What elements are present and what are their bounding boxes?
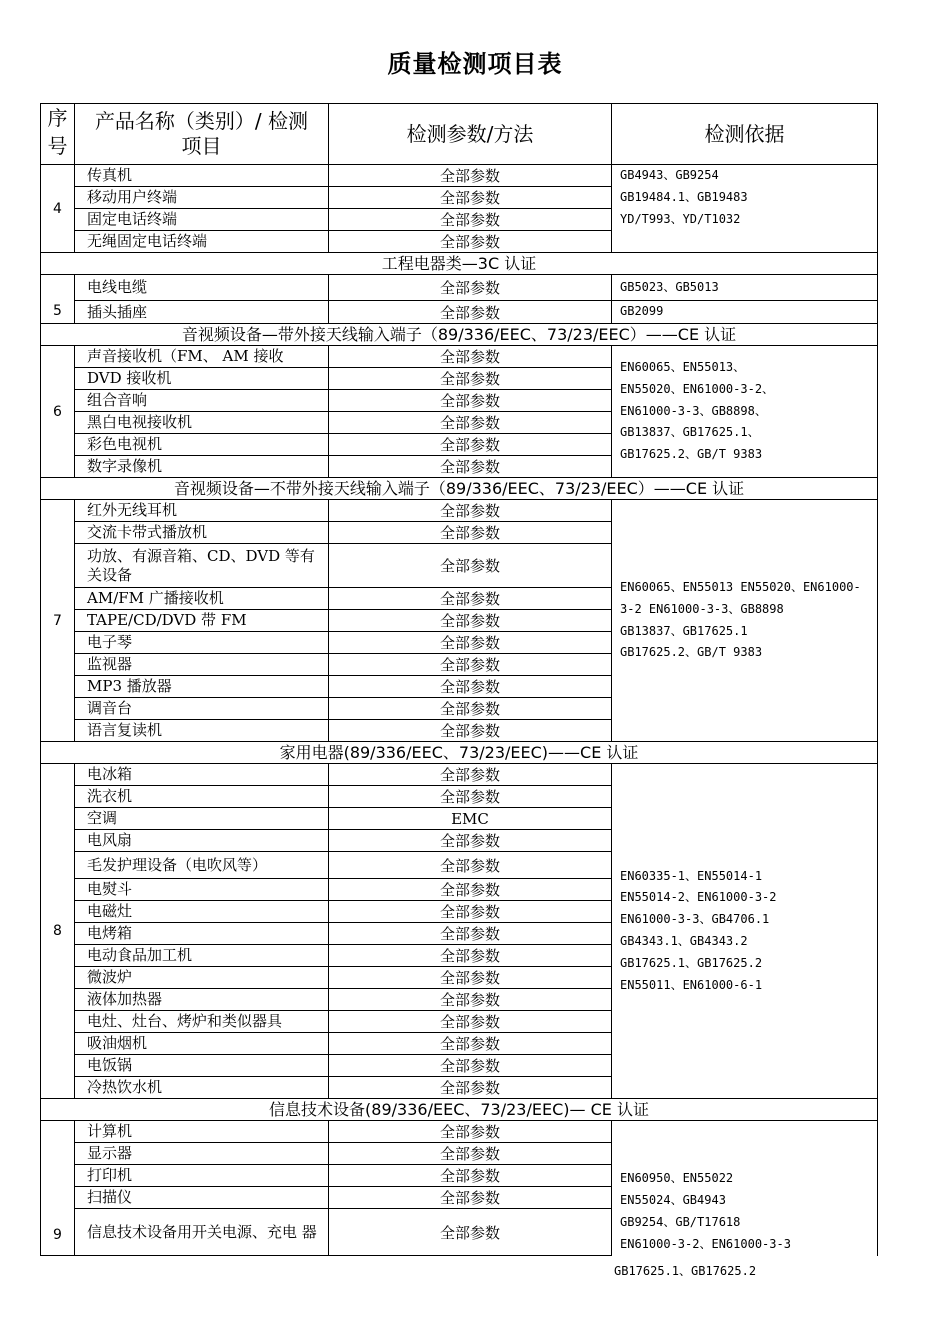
param-value: 全部参数 [329,390,612,412]
param-value: 全部参数 [329,275,612,301]
product-name: 无绳固定电话终端 [75,231,329,253]
basis-cell: GB5023、GB5013 [612,275,878,301]
header-param: 检测参数/方法 [329,104,612,165]
product-name: 黑白电视接收机 [75,412,329,434]
param-value: 全部参数 [329,1011,612,1033]
product-name: 彩色电视机 [75,434,329,456]
table-row [41,275,878,301]
product-name: 功放、有源音箱、CD、DVD 等有 关设备 [75,544,329,588]
param-value: 全部参数 [329,852,612,879]
basis-cell: GB2099 [612,301,878,324]
basis-line: GB4343.1、GB4343.2 [620,934,748,948]
basis-line: GB9254、GB/T17618 [620,1214,741,1229]
category-row [41,324,878,346]
param-value: 全部参数 [329,654,612,676]
param-value: 全部参数 [329,1209,612,1256]
table-row [41,1121,878,1143]
param-value: 全部参数 [329,1165,612,1187]
product-name: 电风扇 [75,830,329,852]
param-value: 全部参数 [329,456,612,478]
product-name: 固定电话终端 [75,209,329,231]
category-row [41,478,878,500]
header-row [41,104,878,165]
category-label: 工程电器类—3C 认证 [41,253,878,275]
product-name: AM/FM 广播接收机 [75,588,329,610]
product-name: TAPE/CD/DVD 带 FM [75,610,329,632]
inspection-table [40,103,878,1256]
param-value: 全部参数 [329,1121,612,1143]
category-row [41,742,878,764]
category-label: 音视频设备—带外接天线输入端子（89/336/EEC、73/23/EEC）——CE 认证 [41,324,878,346]
page-title: 质量检测项目表 [387,50,563,78]
product-name: 电动食品加工机 [75,945,329,967]
param-value: 全部参数 [329,522,612,544]
param-value: 全部参数 [329,301,612,324]
product-name: 声音接收机（FM、 AM 接收 [75,346,329,368]
param-value: 全部参数 [329,209,612,231]
header-product: 产品名称（类别）/ 检测项目 [75,104,329,165]
basis-cell [612,165,878,253]
seq-number: 9 [41,1121,75,1256]
param-value: 全部参数 [329,632,612,654]
product-name: 洗衣机 [75,786,329,808]
param-value: 全部参数 [329,923,612,945]
product-name: 计算机 [75,1121,329,1143]
basis-line: EN61000-3-2、EN61000-3-3 [620,1236,791,1251]
product-name: MP3 播放器 [75,676,329,698]
param-value: 全部参数 [329,544,612,588]
basis-line: GB19484.1、GB19483 [620,189,748,204]
category-label: 音视频设备—不带外接天线输入端子（89/336/EEC、73/23/EEC）——CE 认证 [41,478,878,500]
basis-cell [612,346,878,478]
product-name: 电灶、灶台、烤炉和类似器具 [75,1011,329,1033]
seq-number: 8 [41,764,75,1099]
table-row [41,764,878,786]
param-value: 全部参数 [329,1055,612,1077]
param-value: 全部参数 [329,434,612,456]
product-name: 毛发护理设备（电吹风等） [75,852,329,879]
product-name: 电熨斗 [75,879,329,901]
param-value: 全部参数 [329,187,612,209]
param-value: 全部参数 [329,588,612,610]
product-name: 调音台 [75,698,329,720]
category-row [41,1099,878,1121]
param-value: 全部参数 [329,676,612,698]
product-name: 吸油烟机 [75,1033,329,1055]
category-label: 信息技术设备(89/336/EEC、73/23/EEC)— CE 认证 [41,1099,878,1121]
param-value: 全部参数 [329,500,612,522]
seq-number: 6 [41,346,75,478]
product-name: 监视器 [75,654,329,676]
product-name: 扫描仪 [75,1187,329,1209]
param-value: 全部参数 [329,346,612,368]
param-value: 全部参数 [329,1033,612,1055]
product-name: 电烤箱 [75,923,329,945]
basis-line: EN60335-1、EN55014-1 [620,868,763,883]
basis-cell [612,764,878,1099]
basis-line: GB4943、GB9254 [620,168,719,182]
header-basis: 检测依据 [612,104,878,165]
table-row [41,165,878,187]
basis-line: GB13837、GB17625.1 [620,623,748,638]
basis-cell [612,1121,878,1256]
product-name: 液体加热器 [75,989,329,1011]
param-value: 全部参数 [329,967,612,989]
basis-line: GB17625.1、GB17625.2 [620,955,763,970]
basis-line: GB17625.2、GB/T 9383 [620,645,763,660]
param-value: 全部参数 [329,231,612,253]
product-name: 插头插座 [75,301,329,324]
param-value: 全部参数 [329,830,612,852]
product-name: 交流卡带式播放机 [75,522,329,544]
basis-cell [612,500,878,742]
param-value: 全部参数 [329,368,612,390]
header-seq: 序号 [41,104,75,165]
param-value: 全部参数 [329,720,612,742]
basis-line: EN55014-2、EN61000-3-2 [620,890,777,905]
param-value: 全部参数 [329,1077,612,1099]
basis-overflow-line: GB17625.1、GB17625.2 [614,1264,757,1278]
product-name: 空调 [75,808,329,830]
param-value: 全部参数 [329,989,612,1011]
product-name: 数字录像机 [75,456,329,478]
param-value: 全部参数 [329,901,612,923]
seq-number: 4 [41,165,75,253]
basis-line: EN60950、EN55022 [620,1171,734,1186]
seq-number: 5 [41,275,75,324]
basis-line: GB17625.2、GB/T 9383 [620,447,763,462]
product-name: 红外无线耳机 [75,500,329,522]
product-name: 电饭锅 [75,1055,329,1077]
product-name: 移动用户终端 [75,187,329,209]
param-value: 全部参数 [329,610,612,632]
basis-line: 3-2 EN61000-3-3、GB8898 [620,601,784,616]
basis-line: YD/T993、YD/T1032 [620,211,741,226]
param-value: 全部参数 [329,879,612,901]
product-name: 组合音响 [75,390,329,412]
product-name: 冷热饮水机 [75,1077,329,1099]
basis-line: EN61000-3-3、GB4706.1 [620,912,770,927]
param-value: 全部参数 [329,1187,612,1209]
product-name: 微波炉 [75,967,329,989]
param-value: EMC [329,808,612,830]
basis-line: EN60065、EN55013、 [620,360,746,374]
seq-number: 7 [41,500,75,742]
table-row [41,346,878,368]
product-name: 电子琴 [75,632,329,654]
param-value: 全部参数 [329,764,612,786]
product-name: 电磁灶 [75,901,329,923]
product-name: 电线电缆 [75,275,329,301]
basis-line: EN55020、EN61000-3-2、 [620,381,775,396]
basis-line: EN61000-3-3、GB8898、 [620,403,767,418]
category-label: 家用电器(89/336/EEC、73/23/EEC)——CE 认证 [41,742,878,764]
product-name: 信息技术设备用开关电源、充电 器 [75,1209,329,1256]
table-row [41,500,878,522]
param-value: 全部参数 [329,412,612,434]
basis-line: EN55011、EN61000-6-1 [620,977,763,992]
product-name: 显示器 [75,1143,329,1165]
product-name: 打印机 [75,1165,329,1187]
table-row [41,301,878,324]
basis-line: GB13837、GB17625.1、 [620,425,760,440]
product-name: 传真机 [75,165,329,187]
param-value: 全部参数 [329,945,612,967]
basis-line: EN55024、GB4943 [620,1193,726,1208]
basis-line: EN60065、EN55013 EN55020、EN61000- [620,579,861,594]
param-value: 全部参数 [329,1143,612,1165]
product-name: 电冰箱 [75,764,329,786]
category-row [41,253,878,275]
param-value: 全部参数 [329,698,612,720]
param-value: 全部参数 [329,165,612,187]
param-value: 全部参数 [329,786,612,808]
product-name: 语言复读机 [75,720,329,742]
product-name: DVD 接收机 [75,368,329,390]
